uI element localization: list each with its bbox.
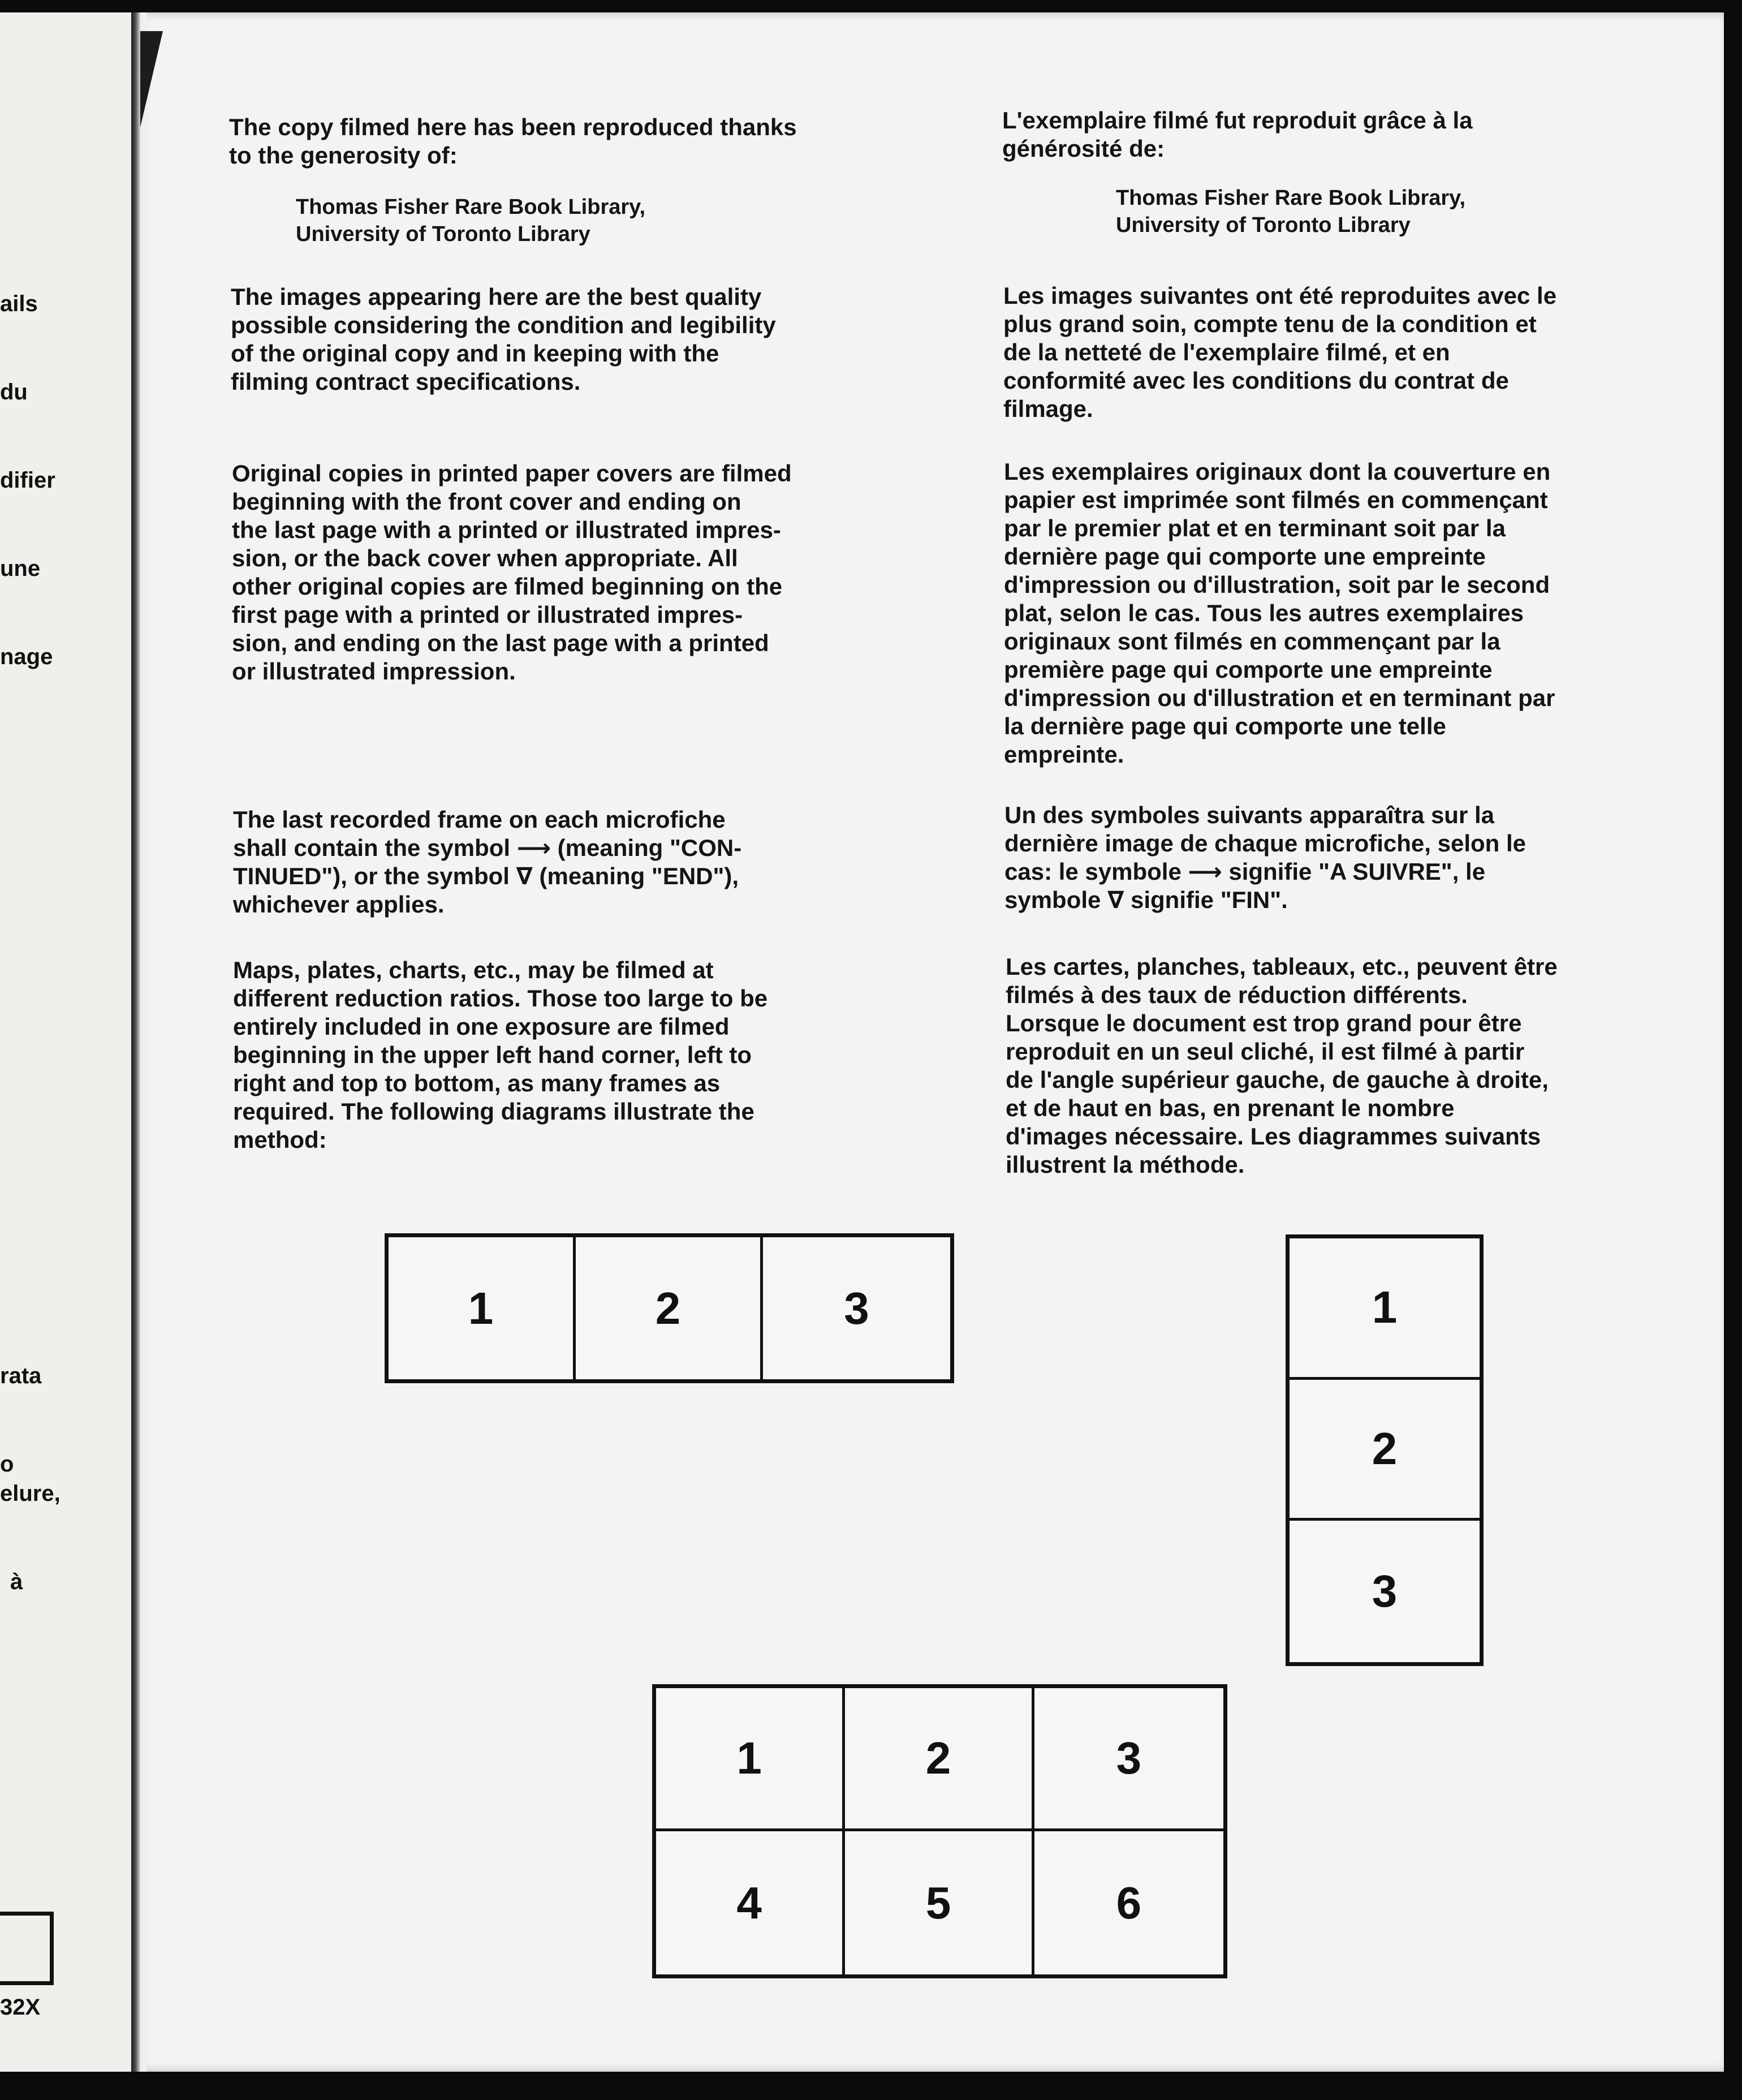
en-symbols-paragraph: The last recorded frame on each microfiche shall contain the symbol ⟶ (meaning "CON- TINUED"), or the symbol ∇ (meaning "END"), whichever applies.: [233, 806, 742, 918]
frame-cell: 5: [845, 1831, 1034, 1974]
gutter-fragment: du: [0, 380, 28, 404]
gutter-fragment: rata: [0, 1363, 42, 1388]
diagram-vertical: [1286, 1234, 1484, 1666]
fr-maps-paragraph: Les cartes, planches, tableaux, etc., peuvent être filmés à des taux de réduction différents. Lorsque le document est trop grand pour être reproduit en un seul cliché, il est filmé à partir de l'angle supérieur gauche, de gauche à droite, et de haut en bas, en prenant le nombre d'images nécessaire. Les diagrammes suivants illustrent la méthode.: [1006, 953, 1558, 1178]
en-maps-paragraph: Maps, plates, charts, etc., may be filmed at different reduction ratios. Those too large to be entirely included in one exposure are filmed beginning in the upper left hand corner, left to right and top to bottom, as many frames as required. The following diagrams illustrate the method:: [233, 957, 768, 1153]
frame-cell: 1: [656, 1688, 845, 1831]
gutter-fragment: o: [0, 1452, 14, 1477]
gutter-fragment: ails: [0, 291, 38, 316]
fold-shadow: [140, 31, 163, 127]
frame-cell: 1: [1290, 1238, 1480, 1380]
frame-cell: 4: [656, 1831, 845, 1974]
frame-cell: 3: [844, 1283, 869, 1333]
gutter-fragment: à: [10, 1569, 23, 1594]
fr-originals-paragraph: Les exemplaires originaux dont la couverture en papier est imprimée sont filmés en commençant par le premier plat et en terminant soit par la dernière page qui comporte une empreinte d'impression ou d'illustration, soit par le second plat, selon le cas. Tous les autres exemplaires originaux sont filmés en commençant par la première page qui comporte une empreinte d'impression ou d'illustration et en terminant par la dernière page qui comporte une telle empreinte.: [1004, 458, 1555, 768]
gutter-text-top: [0, 230, 55, 730]
frame-cell: 3: [1034, 1688, 1223, 1831]
frame-cell: 2: [576, 1237, 763, 1379]
frame-cell: 3: [1372, 1566, 1398, 1617]
en-credit-name: Thomas Fisher Rare Book Library, University of Toronto Library: [296, 195, 646, 246]
en-originals-paragraph: Original copies in printed paper covers are filmed beginning with the front cover and ending on the last page with a printed or illustrated impres- sion, or the back cover when appropriate. All other original copies are filmed beginning on the first page with a printed or illustrated impres- sion, and ending on the last page with a printed or illustrated impression.: [232, 460, 792, 685]
gutter-fragment: une: [0, 556, 41, 581]
reduction-label: 32X: [0, 1995, 41, 2020]
frame-cell: 2: [845, 1688, 1034, 1831]
fr-quality-paragraph: Les images suivantes ont été reproduites avec le plus grand soin, compte tenu de la condition et de la netteté de l'exemplaire filmé, et en conformité avec les conditions du contrat de filmage.: [1003, 282, 1557, 422]
reduction-target-box: [0, 1912, 54, 1985]
diagram-horizontal: [385, 1233, 954, 1383]
fr-symbols-paragraph: Un des symboles suivants apparaîtra sur la dernière image de chaque microfiche, selon le cas: le symbole ⟶ signifie "A SUIVRE", le symbole ∇ signifie "FIN".: [1004, 802, 1526, 913]
fr-credit-intro: L'exemplaire filmé fut reproduit grâce à la générosité de:: [1002, 107, 1473, 162]
fr-credit-name: Thomas Fisher Rare Book Library, University of Toronto Library: [1116, 186, 1466, 237]
gutter-text-low: [0, 1420, 61, 1655]
frame-cell: 2: [1290, 1380, 1480, 1521]
left-page-edge: [0, 12, 147, 2072]
gutter-fragment: elure,: [0, 1481, 61, 1506]
en-credit-intro: The copy filmed here has been reproduced thanks to the generosity of:: [229, 114, 797, 169]
frame-cell: 1: [389, 1237, 576, 1379]
gutter-fragment: nage: [0, 644, 53, 669]
page-fold: [131, 12, 140, 2072]
en-quality-paragraph: The images appearing here are the best quality possible considering the condition and legibility of the original copy and in keeping with the filming contract specifications.: [231, 283, 776, 395]
gutter-fragment: difier: [0, 468, 55, 493]
diagram-grid: [652, 1684, 1227, 1978]
frame-cell: 6: [1116, 1877, 1142, 1928]
scan-border-bottom: [0, 2072, 1742, 2100]
